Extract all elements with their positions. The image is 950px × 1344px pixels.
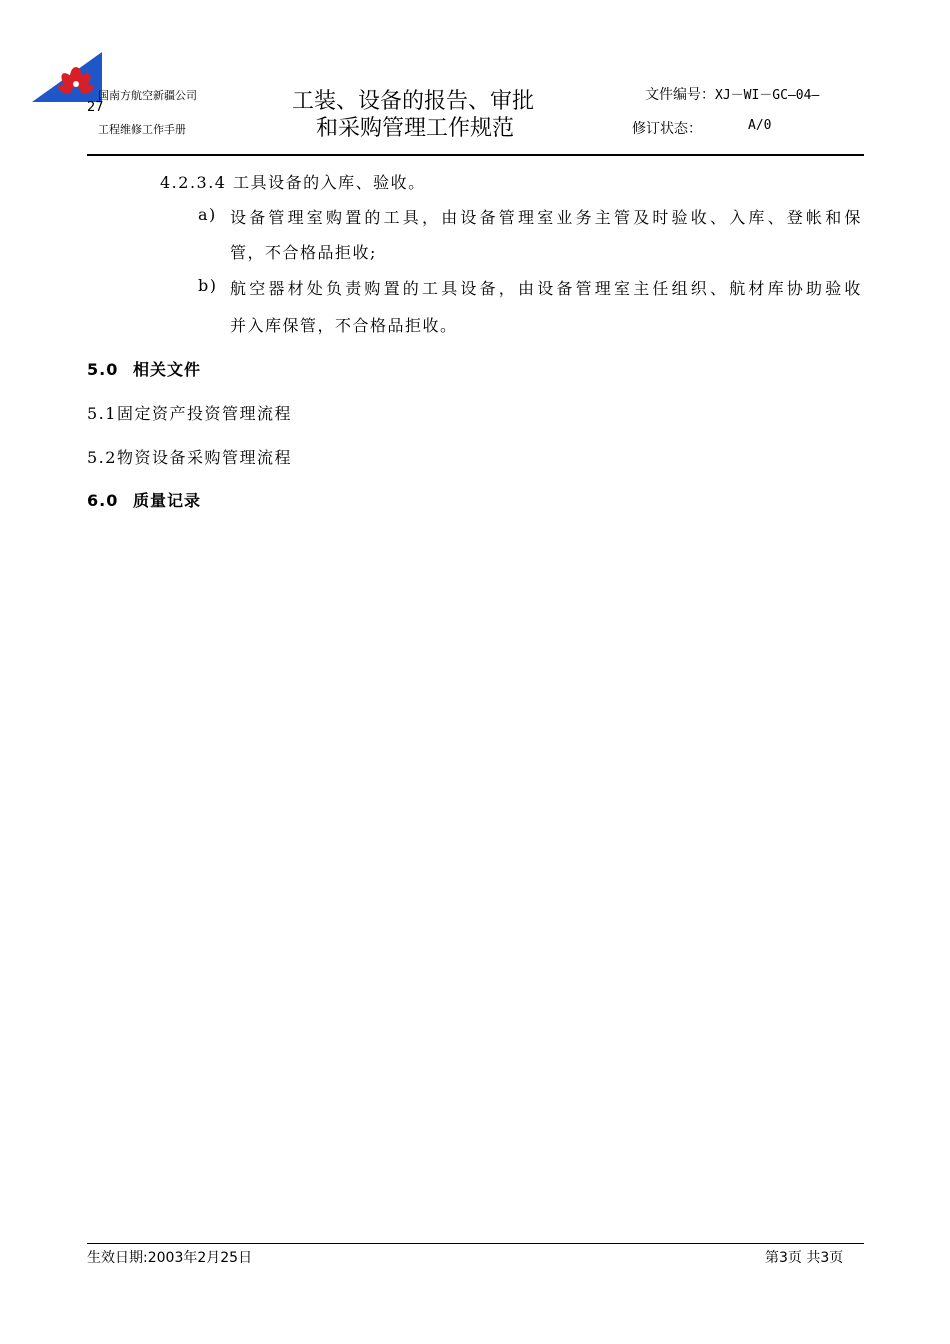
document-title-line1: 工装、设备的报告、审批 — [292, 89, 535, 114]
section-5-title: 相关文件 — [133, 360, 202, 379]
page-code: 27 — [87, 100, 104, 115]
document-number — [645, 84, 819, 104]
item-5-2: 5.2物资设备采购管理流程 — [87, 448, 292, 467]
manual-name: 工程维修工作手册 — [98, 123, 186, 136]
document-title-line2: 和采购管理工作规范 — [316, 116, 515, 141]
item-b-line1: 航空器材处负责购置的工具设备，由设备管理室主任组织、航材库协助验收 — [230, 279, 864, 298]
revision-label: 修订状态： — [632, 121, 702, 137]
section-6-number: 6.0 — [87, 491, 119, 510]
page-info: 第3页 共3页 — [765, 1250, 844, 1266]
company-name: 国南方航空新疆公司 — [98, 89, 197, 102]
document-number-label: 文件编号： — [645, 87, 715, 103]
section-5-heading — [87, 357, 201, 380]
section-6-title: 质量记录 — [133, 491, 202, 510]
item-b-line2: 并入库保管，不合格品拒收。 — [230, 316, 458, 335]
revision-value: A/0 — [748, 118, 772, 133]
section-5-number: 5.0 — [87, 360, 119, 379]
effective-date: 生效日期:2003年2月25日 — [87, 1250, 253, 1266]
item-b-marker: b) — [198, 276, 218, 295]
document-number-value: XJ－WI－GC—04— — [715, 88, 820, 103]
clause-4-2-3-4: 4.2.3.4 工具设备的入库、验收。 — [160, 173, 426, 192]
item-a-line1: 设备管理室购置的工具，由设备管理室业务主管及时验收、入库、登帐和保 — [230, 208, 864, 227]
section-6-heading — [87, 488, 201, 511]
header-divider — [87, 154, 864, 156]
item-a-line2: 管，不合格品拒收; — [230, 243, 377, 262]
item-5-1: 5.1固定资产投资管理流程 — [87, 404, 292, 423]
kapok-flower-logo-icon — [32, 50, 104, 104]
item-a-marker: a) — [198, 205, 217, 224]
footer-divider — [87, 1243, 864, 1244]
